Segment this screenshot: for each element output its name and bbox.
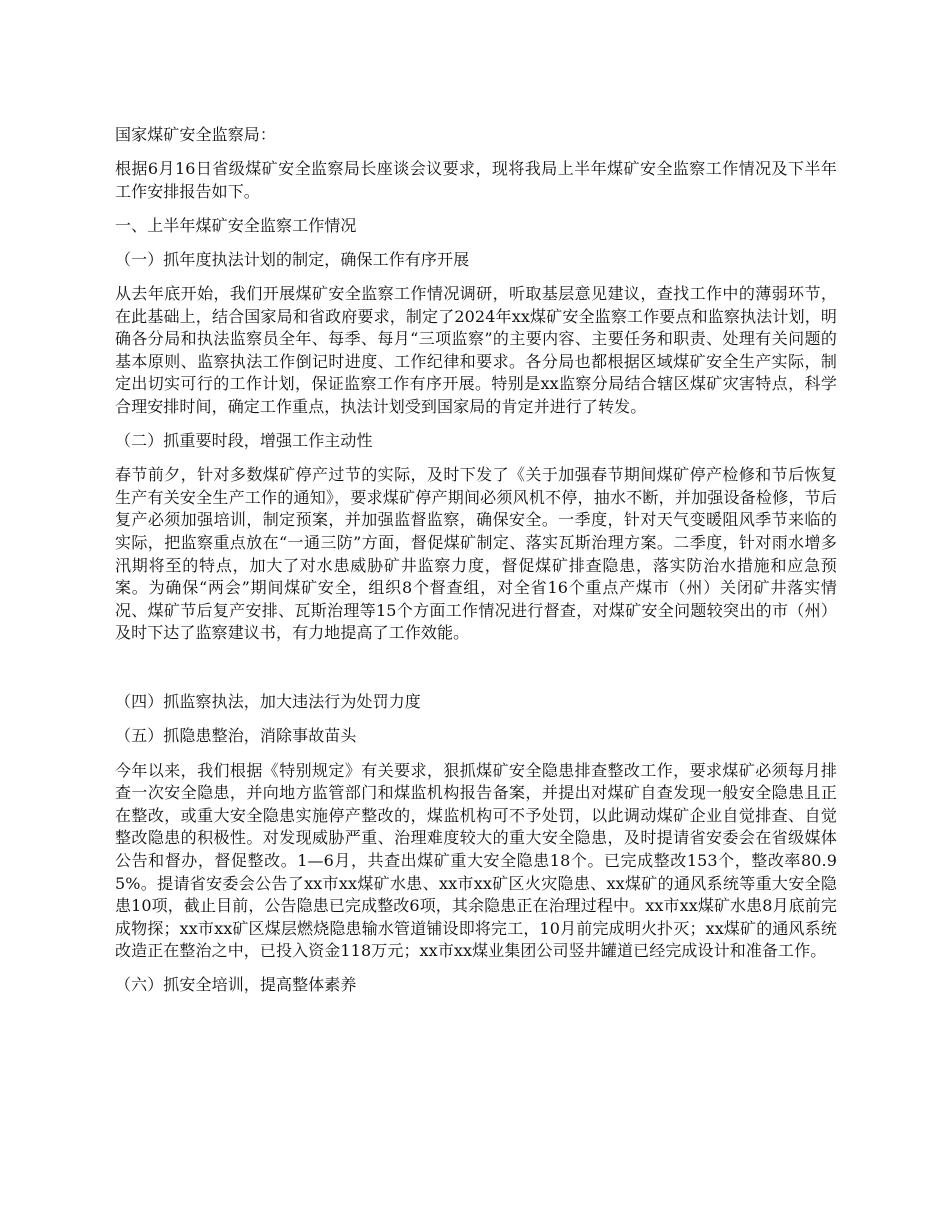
subsection-heading-6: （六）抓安全培训，提高整体素养 bbox=[115, 975, 357, 995]
subsection-heading-4: （四）抓监察执法，加大违法行为处罚力度 bbox=[115, 692, 421, 712]
subsection-body-2: 春节前夕，针对多数煤矿停产过节的实际，及时下发了《关于加强春节期间煤矿停产检修和节后恢复生产有关安全生产工作的通知》，要求煤矿停产期间必须风机不停，抽水不断，并加强设备检修，节后复产必须加强培训，制定预案，并加强监督监察，确保安全。一季度，针对天气变暖阻风季节来临的实际，把监察重点放在“一通三防”方面，督促煤矿制定、落实瓦斯治理方案。二季度，针对雨水增多汛期将至的特点，加大了对水患威胁矿井监察力度，督促煤矿排查隐患，落实防治水措施和应急预案。为确保“两会”期间煤矿安全，组织8个督查组，对全省16个重点产煤市（州）关闭矿井落实情况、煤矿节后复产安排、瓦斯治理等15个方面工作情况进行督查，对煤矿安全问题较突出的市（州）及时下达了监察建议书，有力地提高了工作效能。 bbox=[115, 465, 837, 643]
blank-gap bbox=[115, 656, 837, 691]
subsection-heading-5: （五）抓隐患整治，消除事故苗头 bbox=[115, 726, 357, 746]
section-heading-1: 一、上半年煤矿安全监察工作情况 bbox=[115, 215, 357, 235]
intro-paragraph: 根据6月16日省级煤矿安全监察局长座谈会议要求，现将我局上半年煤矿安全监察工作情况及下半年工作安排报告如下。 bbox=[115, 159, 837, 201]
subsection-heading-2: （二）抓重要时段，增强工作主动性 bbox=[115, 431, 373, 451]
salutation: 国家煤矿安全监察局： bbox=[115, 125, 277, 144]
subsection-body-5: 今年以来，我们根据《特别规定》有关要求，狠抓煤矿安全隐患排查整改工作，要求煤矿必须每月排查一次安全隐患，并向地方监管部门和煤监机构报告备案，并提出对煤矿自查发现一般安全隐患且正在整改，或重大安全隐患实施停产整改的，煤监机构可不予处罚，以此调动煤矿企业自觉排查、自觉整改隐患的积极性。对发现威胁严重、治理难度较大的重大安全隐患，及时提请省安委会在省级媒体公告和督办，督促整改。1—6月，共查出煤矿重大安全隐患18个。已完成整改153个，整改率80.95%。提请省安委会公告了xx市xx煤矿水患、xx市xx矿区火灾隐患、xx煤矿的通风系统等重大安全隐患10项，截止目前，公告隐患已完成整改6项，其余隐患正在治理过程中。xx市xx煤矿水患8月底前完成物探；xx市xx矿区煤层燃烧隐患输水管道铺设即将完工，10月前完成明火扑灭；xx煤矿的通风系统改造正在整治之中，已投入资金118万元；xx市xx煤业集团公司竖井罐道已经完成设计和准备工作。 bbox=[115, 760, 837, 961]
subsection-body-1: 从去年底开始，我们开展煤矿安全监察工作情况调研，听取基层意见建议，查找工作中的薄弱环节，在此基础上，结合国家局和省政府要求，制定了2024年xx煤矿安全监察工作要点和监察执法计划，明确各分局和执法监察员全年、每季、每月“三项监察”的主要内容、主要任务和职责、处理有关问题的基本原则、监察执法工作倒记时进度、工作纪律和要求。各分局也都根据区域煤矿安全生产实际，制定出切实可行的工作计划，保证监察工作有序开展。特别是xx监察分局结合辖区煤矿灾害特点，科学合理安排时间，确定工作重点，执法计划受到国家局的肯定并进行了转发。 bbox=[115, 283, 837, 416]
document-body bbox=[115, 124, 837, 1009]
subsection-heading-1: （一）抓年度执法计划的制定，确保工作有序开展 bbox=[115, 249, 470, 269]
